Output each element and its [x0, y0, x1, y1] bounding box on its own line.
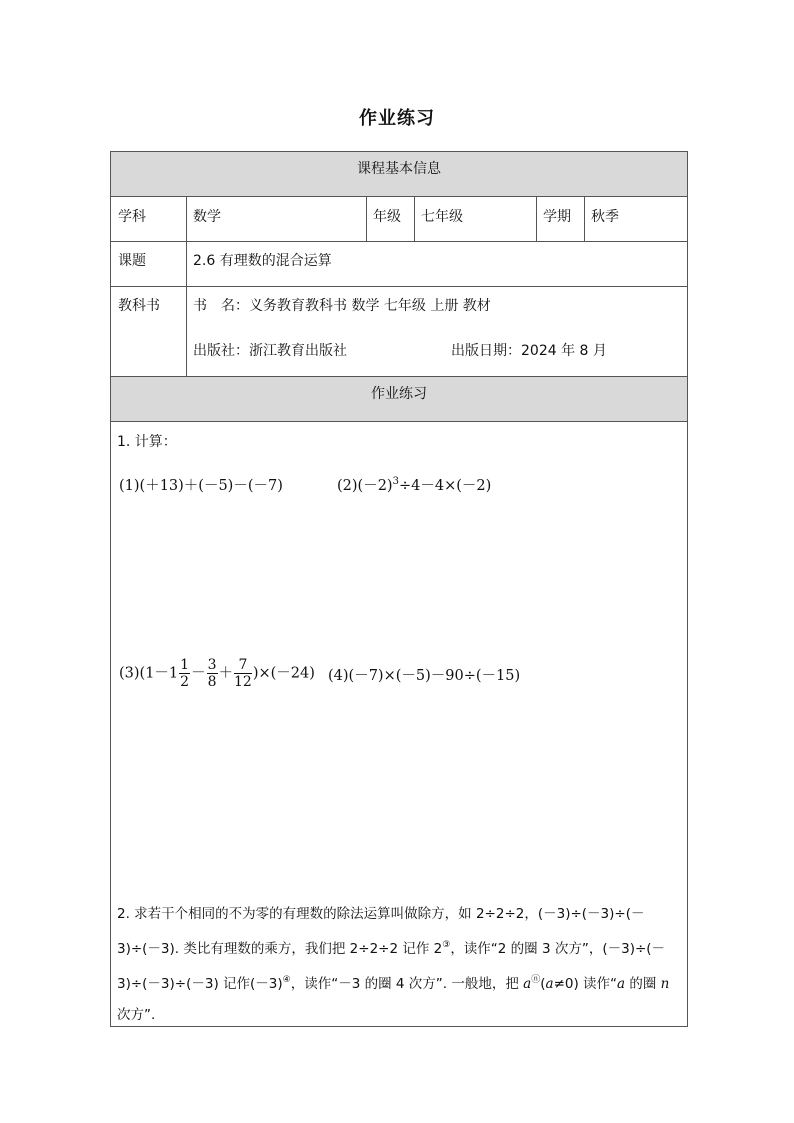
fraction-numerator: 7 — [234, 657, 252, 674]
fraction-denominator: 12 — [234, 674, 252, 690]
problem-3 — [119, 657, 315, 690]
fraction-denominator: 8 — [207, 674, 217, 690]
column-divider — [186, 197, 187, 377]
term-label: 学期 — [543, 209, 571, 225]
exercise-header: 作业练习 — [111, 377, 687, 421]
column-divider — [536, 197, 537, 241]
q2-text-part: 次方”. — [117, 1007, 156, 1023]
question-1-label: 1. 计算： — [117, 434, 177, 450]
q2-superscript: ④ — [282, 975, 291, 985]
row-divider — [111, 196, 687, 197]
fraction-denominator: 2 — [180, 674, 190, 690]
q2-variable: a — [523, 976, 532, 992]
course-info-header: 课程基本信息 — [111, 152, 687, 196]
row-divider — [111, 286, 687, 287]
page-title: 作业练习 — [359, 108, 435, 129]
subject-label: 学科 — [118, 209, 146, 225]
q2-text-part: 的圈 — [625, 976, 661, 992]
topic-value: 2.6 有理数的混合运算 — [193, 253, 332, 269]
q2-text-part: ≠0) 读作“ — [553, 976, 618, 992]
column-divider — [584, 197, 585, 241]
grade-value: 七年级 — [421, 209, 463, 225]
grade-label: 年级 — [373, 209, 401, 225]
question-2-text — [117, 899, 683, 1031]
fraction-numerator: 1 — [180, 657, 190, 673]
q2-text-part: ，读作“2 的圈 3 次方”，(－3)÷(－3)÷(－3)÷(－3) 记作(－3) — [117, 941, 666, 992]
publish-date: 出版日期：2024 年 8 月 — [451, 343, 607, 359]
subject-value: 数学 — [193, 209, 221, 225]
q2-variable: a — [617, 976, 626, 992]
fraction-three-eighths — [207, 657, 218, 690]
fraction-numerator: 3 — [207, 657, 217, 673]
row-divider — [111, 241, 687, 242]
row-divider — [111, 421, 687, 422]
problem-2-base: (2)(－2) — [337, 478, 393, 494]
column-divider — [414, 197, 415, 241]
problem-3-suffix: )×(－24) — [252, 665, 315, 682]
q2-variable: a — [545, 976, 554, 992]
q2-variable: n — [660, 976, 670, 992]
fraction-seven-twelfths — [234, 657, 252, 690]
problem-2-rest: ÷4－4×(－2) — [398, 478, 492, 494]
problem-4: (4)(－7)×(－5)－90÷(－15) — [328, 668, 521, 684]
operator: － — [191, 665, 206, 682]
problem-2-exponent: 3 — [392, 476, 399, 487]
q2-superscript: ③ — [442, 940, 451, 950]
problem-3-prefix: (3)(1－1 — [119, 665, 179, 682]
textbook-label: 教科书 — [118, 298, 160, 314]
column-divider — [366, 197, 367, 241]
fraction-one-half — [179, 657, 190, 690]
term-value: 秋季 — [591, 209, 619, 225]
homework-table — [110, 151, 688, 1027]
textbook-name: 书 名：义务教育教科书 数学 七年级 上册 教材 — [193, 298, 491, 314]
problem-1: (1)(＋13)＋(－5)－(－7) — [119, 478, 283, 494]
q2-text-part: 2. 求若干个相同的不为零的有理数的除法运算叫做除方，如 2÷2÷2，(－3)÷(－3)÷(－3)÷(－3). 类比有理数的乘方，我们把 2÷2÷2 记作 2 — [117, 906, 645, 957]
publisher: 出版社：浙江教育出版社 — [193, 343, 347, 359]
q2-superscript: ⓝ — [531, 975, 541, 985]
q2-text-part: ( — [540, 976, 546, 992]
topic-label: 课题 — [118, 253, 146, 269]
problem-2 — [337, 474, 491, 495]
operator: ＋ — [218, 665, 233, 682]
q2-text-part: ，读作“－3 的圈 4 次方”. 一般地，把 — [290, 976, 524, 992]
